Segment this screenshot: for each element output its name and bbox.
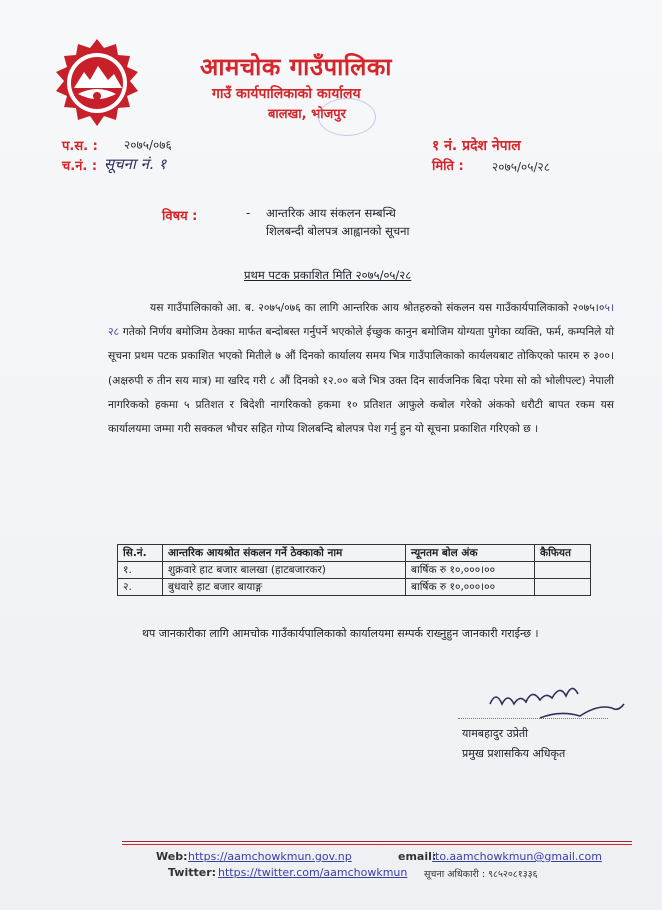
decision-date-handwritten: ५।२८ [108,301,614,339]
subject-line-2: शिलबन्दी बोलपत्र आह्वानको सूचना [266,224,410,238]
notice-body [108,296,614,441]
table-row [118,562,591,579]
signature-line [458,718,608,719]
col-header-remarks: कैफियत [535,545,591,562]
handwritten-signature [480,674,630,734]
signatory-title: प्रमुख प्रशासकिय अधिकृत [462,747,566,760]
ps-label: प.स. : [62,139,98,154]
body-text-part-2: गतेको निर्णय बमोजिम ठेक्का मार्फत बन्दोबस्त गर्नुपर्ने भएकोले ईच्छुक कानुन बमोजिम योग्यता पुगेका व्यक्ति, फर्म, कम्पनिले यो सूचना प्रथम पटक प्रकाशित भएको मितीले ७ औं दिनको कार्यालय समय भित्र गाउँपालिकाको कार्यलयबाट तोकिएको फारम रु ३००। (अक्षरुपी रु तीन सय मात्र) मा खरिद गरी ८ औं दिनको १२.०० बजे भित्र उक्त दिन सार्वजनिक बिदा परेमा सो को भोलीपल्ट) नेपाली नागरिकको हकमा ५ प्रतिशत र बिदेशी नागरिकको हकमा १० प्रतिशत आफुले कबोल गरेको अंकको धरौटी बापत रकम यस कार्यालयमा जम्मा गरी सक्कल भौचर सहित गोप्य शिलबन्दि बोलपत्र पेश गर्नु हुन यो सूचना प्रकाशित गरिएको छ । [108,325,614,436]
published-date-heading: प्रथम पटक प्रकाशित मिति २०७५/०५/२८ [244,268,412,282]
cell-remarks [535,562,591,579]
municipality-title: आमचोक गाउँपालिका [200,53,392,81]
closing-text: थप जानकारीका लागि आमचोक गाउँकार्यपालिकाको कार्यालयमा सम्पर्क राख्नुहुन जानकारी गराईन्छ । [142,627,539,640]
subject-line-1: आन्तरिक आय संकलन सम्बन्धि [266,206,396,220]
twitter-label: Twitter: [168,866,217,879]
cell-min-bid: बार्षिक रु १०,०००।०० [406,579,535,596]
col-header-min-bid: न्यूनतम बोल अंक [406,545,535,562]
cell-name: शुक्रवारे हाट बजार बालखा (हाटबजारकर) [163,562,406,579]
cell-name: बुधवारे हाट बजार बायाङ्ग [163,579,406,596]
email-link[interactable]: ito.aamchowkmun@gmail.com [432,850,602,863]
footer-divider-red [122,844,632,845]
cell-sn: १. [118,562,163,579]
table-row [118,579,591,596]
ps-value: २०७५/०७६ [124,138,172,152]
cn-label: च.नं. : [62,159,98,174]
col-header-name: आन्तरिक आयश्रोत संकलन गर्ने ठेक्काको नाम [163,545,406,562]
date-value: २०७५/०५/२८ [492,160,551,174]
subject-dash: - [246,206,251,220]
body-text-part-1: यस गाउँपालिकाको आ. ब. २०७५/०७६ का लागि आन्तरिक आय श्रोतहरुको संकलन यस गाउँकार्यपालिकाको २०७५।० [150,301,605,314]
office-stamp [318,98,376,136]
footer-divider-dark [122,841,632,842]
subject-label: विषय : [162,209,198,224]
cell-min-bid: बार्षिक रु १०,०००।०० [406,562,535,579]
table-header-row [118,545,591,562]
contract-table [117,544,591,596]
web-link[interactable]: https://aamchowkmun.gov.np [188,850,352,863]
province-label: १ नं. प्रदेश नेपाल [432,138,521,154]
date-label: मिति : [432,159,464,174]
twitter-link[interactable]: https://twitter.com/aamchowkmun [218,866,408,879]
cn-value-handwritten: सूचना नं. १ [104,155,167,173]
office-location: बालखा, भोजपुर [268,107,346,122]
cell-sn: २. [118,579,163,596]
office-name: गाउँ कार्यपालिकाको कार्यालय [212,86,361,102]
col-header-sn: सि.नं. [118,545,163,562]
closing-paragraph [112,622,612,646]
web-label: Web: [156,850,188,863]
email-label: email: [398,850,437,863]
signatory-name: यामबहादुर उप्रेती [462,727,529,740]
info-officer-contact: सूचना अधिकारी : ९८५२०८१३३६ [424,869,538,880]
cell-remarks [535,579,591,596]
nepal-emblem-logo [50,36,144,130]
